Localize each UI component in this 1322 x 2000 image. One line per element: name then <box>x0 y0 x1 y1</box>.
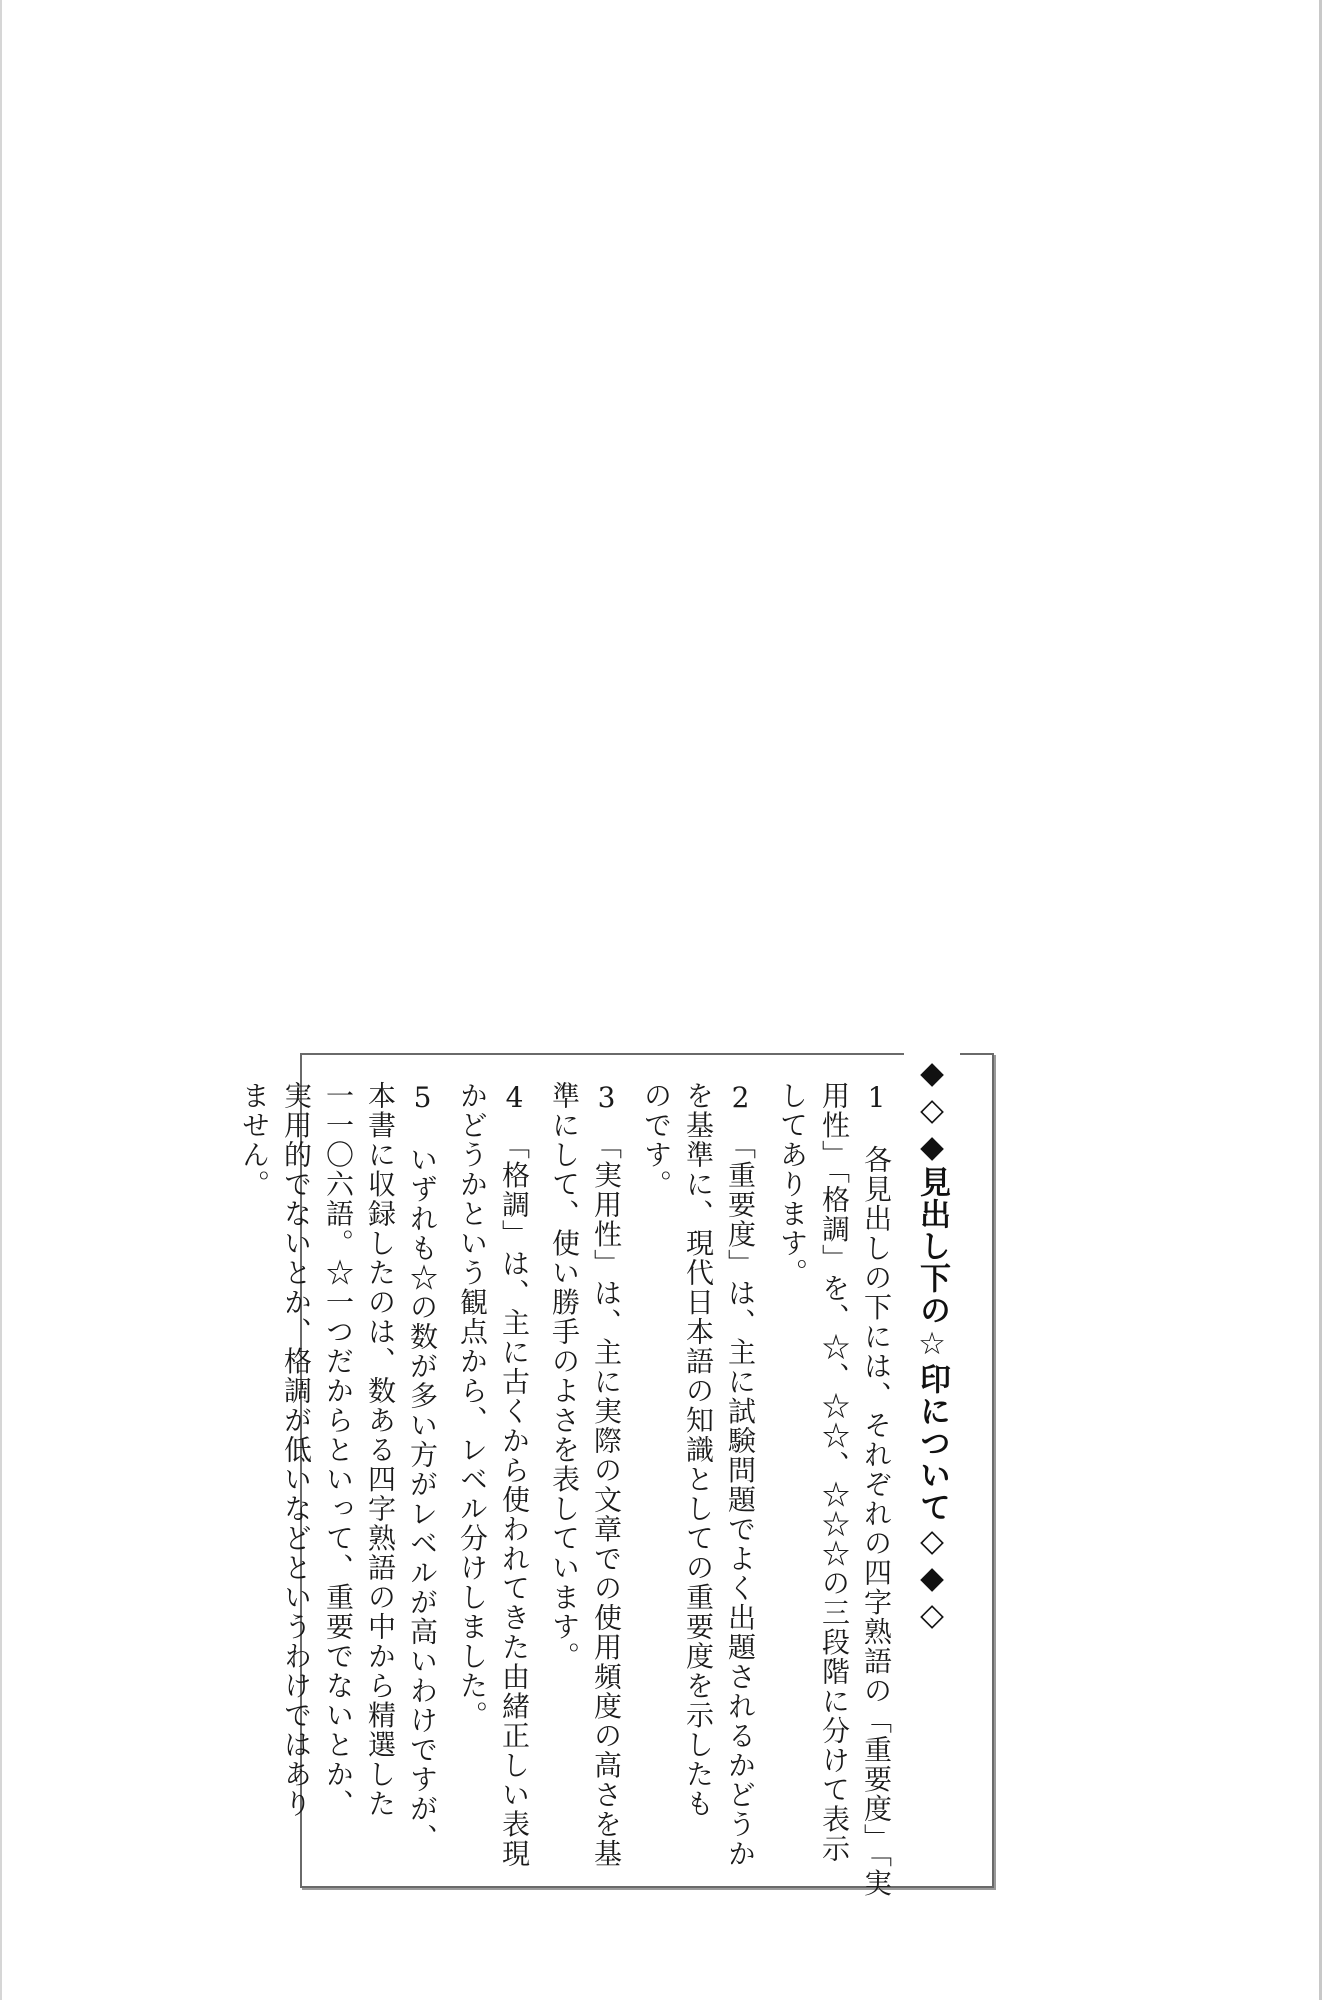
star-rating-notice-box <box>238 1053 994 1898</box>
notice-column-5: を基準に、現代日本語の知識としての重要度を示したも <box>682 1081 715 1819</box>
notice-column-9: 4 「格調」は、主に古くから使われてきた由緒正しい表現 <box>498 1081 531 1869</box>
notice-column-2: 用性」「格調」を、☆、☆☆、☆☆☆の三段階に分けて表示 <box>818 1081 851 1864</box>
notice-column-4: 2 「重要度」は、主に試験問題でよく出題されるかどうか <box>724 1081 757 1869</box>
notice-column-14: 実用的でないとか、格調が低いなどというわけではあり <box>280 1081 313 1819</box>
notice-column-7: 3 「実用性」は、主に実際の文章での使用頻度の高さを基 <box>590 1081 623 1869</box>
notice-column-13: 一一〇六語。☆一つだからといって、重要でないとか、 <box>322 1081 355 1819</box>
page-edge-left <box>0 0 2 2000</box>
notice-column-10: かどうかという観点から、レベル分けしました。 <box>456 1081 489 1730</box>
notice-column-6: のです。 <box>640 1081 673 1199</box>
notice-column-1: 1 各見出しの下には、それぞれの四字熟語の「重要度」「実 <box>860 1081 893 1898</box>
notice-column-15: ません。 <box>238 1081 271 1199</box>
notice-column-8: 準にして、使い勝手のよさを表しています。 <box>548 1081 581 1671</box>
notice-title: ◆◇◆見出し下の☆印について◇◆◇ <box>904 1051 960 1638</box>
notice-column-12: 本書に収録したのは、数ある四字熟語の中から精選した <box>364 1081 397 1819</box>
notice-column-11: 5 いずれも☆の数が多い方がレベルが高いわけですが、 <box>406 1081 439 1853</box>
notice-column-3: してあります。 <box>776 1081 809 1288</box>
